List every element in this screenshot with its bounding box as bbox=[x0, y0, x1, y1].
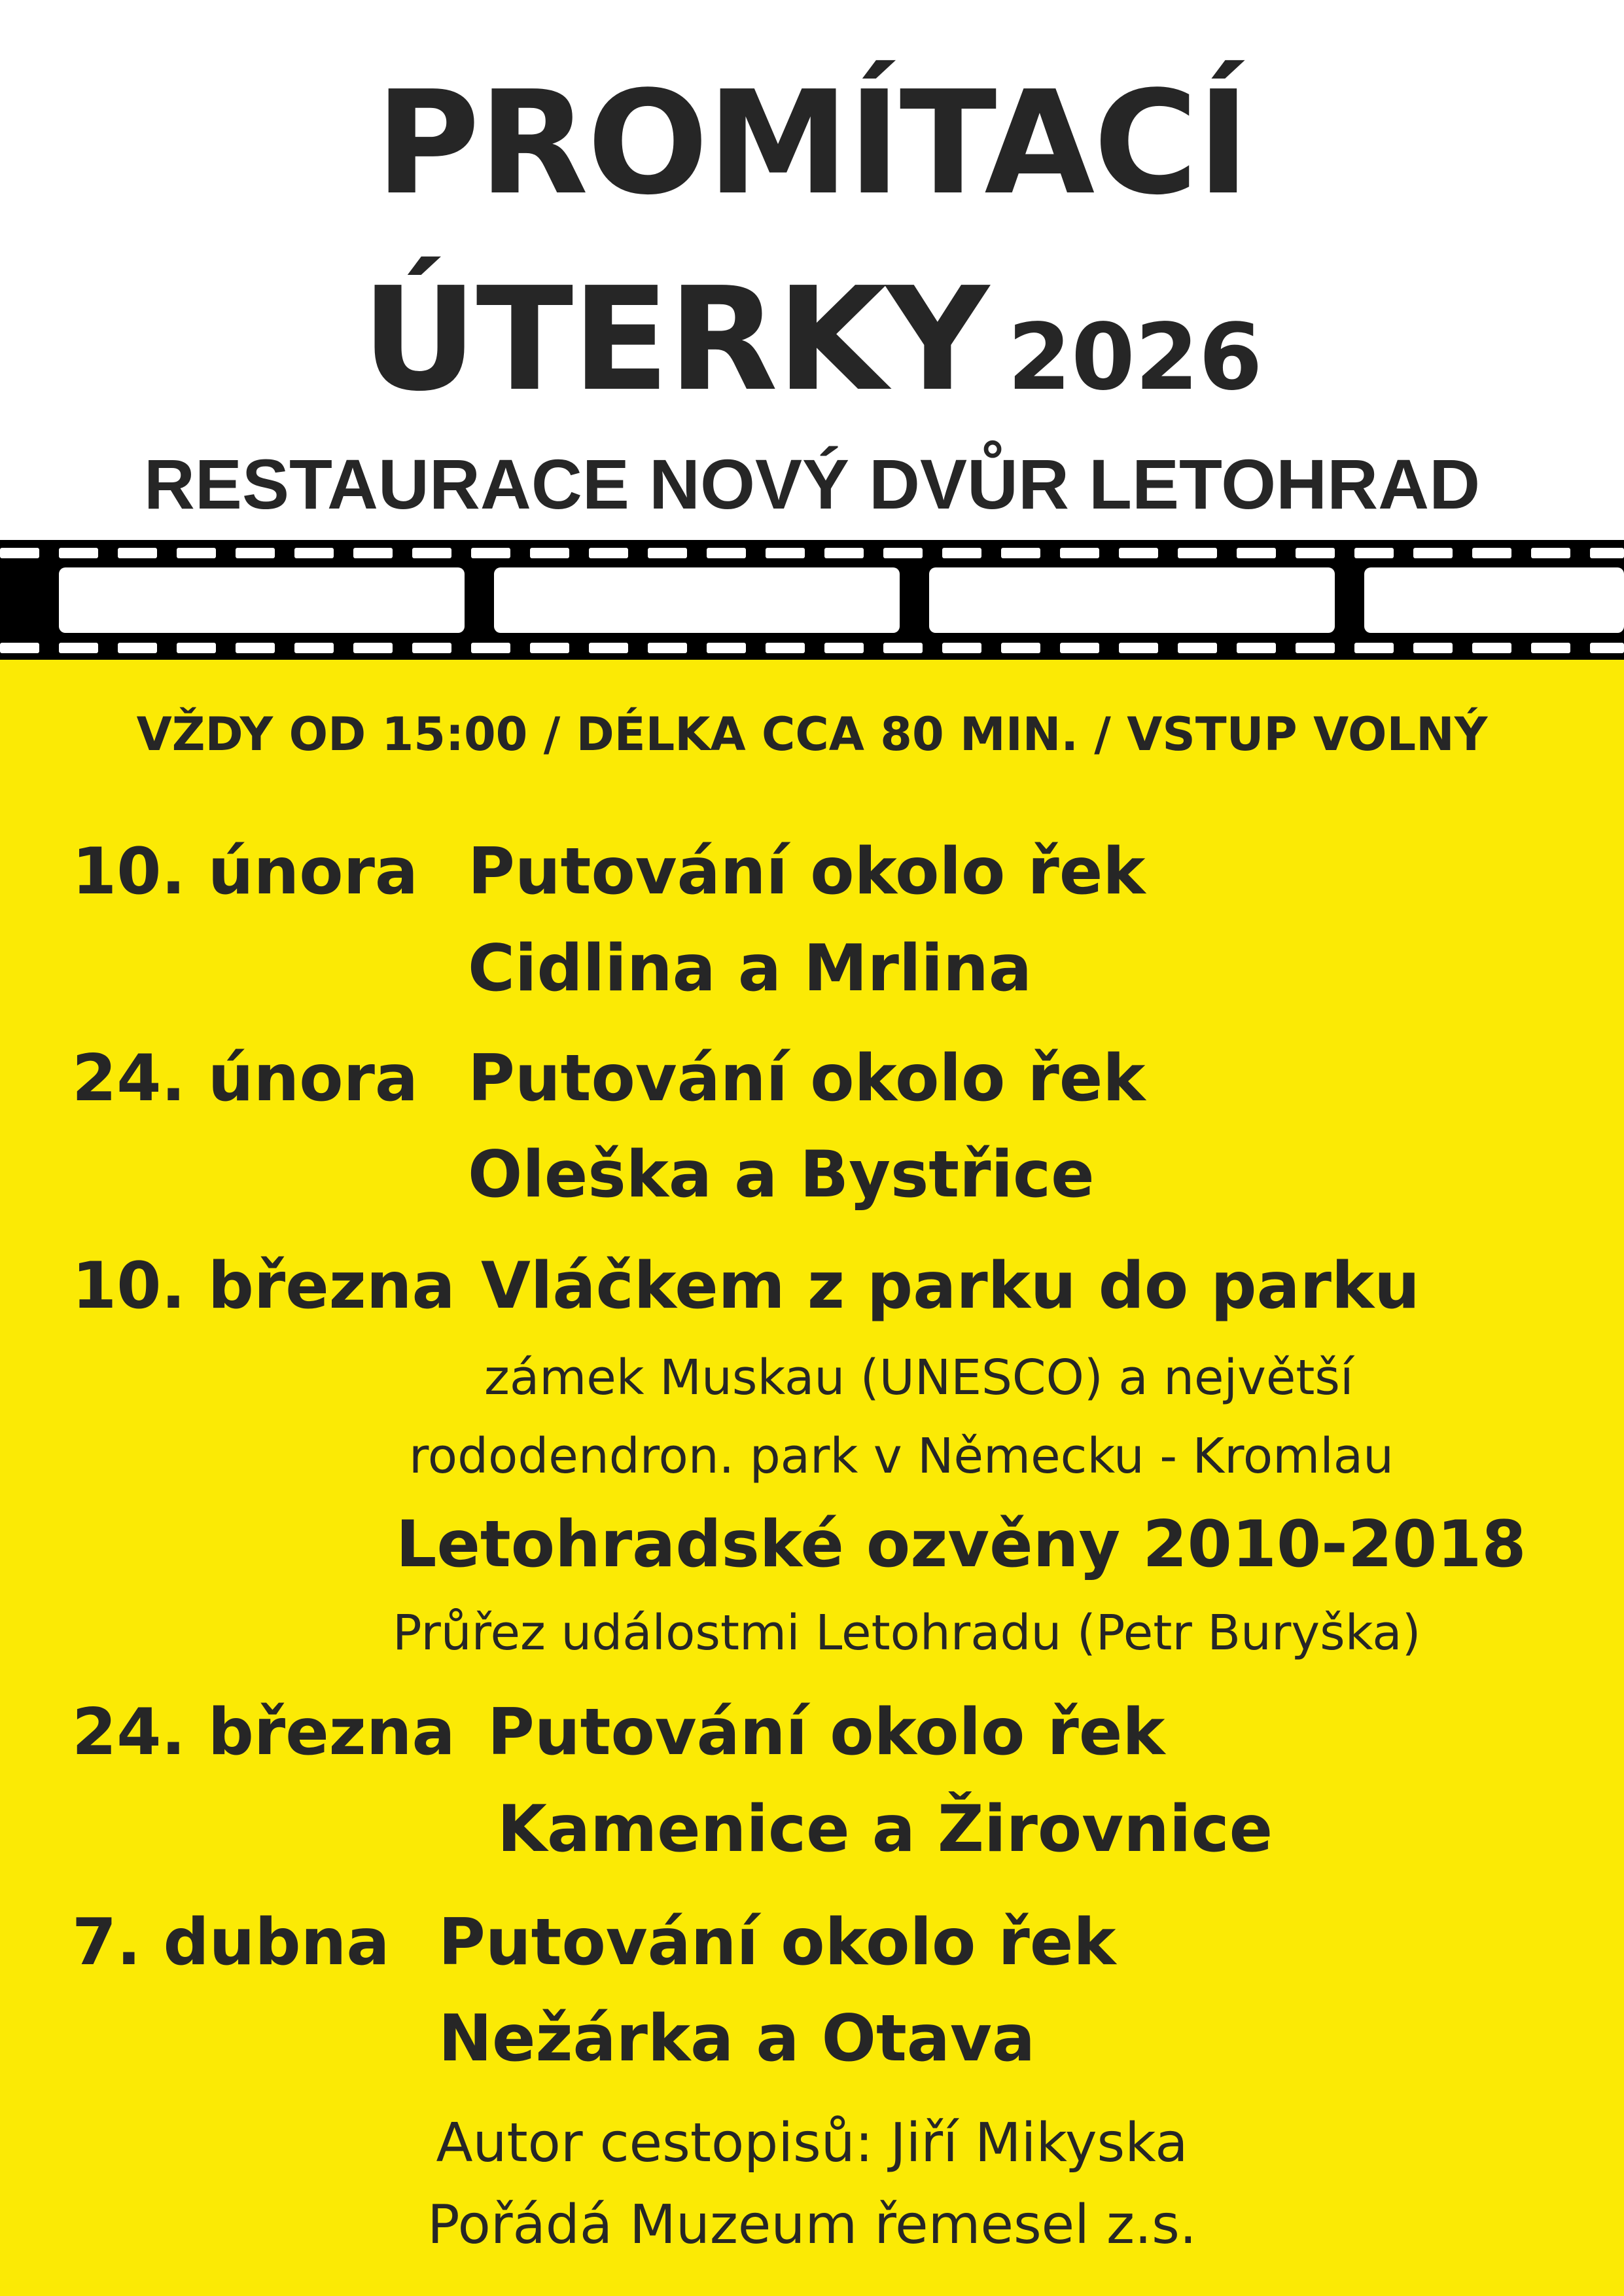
event-extra-title: Letohradské ozvěny 2010-2018 bbox=[396, 1507, 1527, 1582]
title-line-2 bbox=[0, 259, 1624, 440]
author-credit: Autor cestopisů: Jiří Mikyska bbox=[436, 2112, 1188, 2174]
event-title: Putování okolo řek bbox=[468, 834, 1146, 909]
event-date: 24. března bbox=[72, 1695, 455, 1770]
film-strip-frames bbox=[59, 567, 1624, 633]
title-word: ÚTERKY bbox=[361, 257, 988, 423]
event-subtitle: zámek Muskau (UNESCO) a největší bbox=[484, 1350, 1354, 1406]
event-title: Vláčkem z parku do parku bbox=[481, 1249, 1420, 1323]
event-title-2: Oleška a Bystřice bbox=[468, 1138, 1095, 1212]
film-strip-graphic bbox=[0, 540, 1624, 661]
event-subtitle: rododendron. park v Německu - Kromlau bbox=[409, 1428, 1394, 1484]
event-title: Putování okolo řek bbox=[468, 1041, 1146, 1116]
event-date: 10. února bbox=[72, 834, 419, 909]
venue-name: RESTAURACE NOVÝ DVŮR LETOHRAD bbox=[143, 444, 1481, 524]
event-title: Putování okolo řek bbox=[438, 1905, 1116, 1980]
event-date: 7. dubna bbox=[72, 1905, 390, 1980]
event-title-2: Kamenice a Žirovnice bbox=[497, 1792, 1273, 1867]
event-title: Putování okolo řek bbox=[487, 1695, 1165, 1770]
event-date: 10. března bbox=[72, 1249, 455, 1323]
event-extra-subtitle: Průřez událostmi Letohradu (Petr Buryška) bbox=[393, 1605, 1421, 1661]
info-line: VŽDY OD 15:00 / DÉLKA CCA 80 MIN. / VSTUP VOLNÝ bbox=[136, 708, 1488, 761]
title-year: 2026 bbox=[1007, 304, 1263, 411]
event-title-2: Cidlina a Mrlina bbox=[468, 931, 1033, 1006]
event-date: 24. února bbox=[72, 1041, 419, 1116]
title-line-1: PROMÍTACÍ bbox=[375, 61, 1249, 226]
event-title-2: Nežárka a Otava bbox=[438, 2001, 1035, 2076]
organizer-credit: Pořádá Muzeum řemesel z.s. bbox=[427, 2194, 1197, 2256]
